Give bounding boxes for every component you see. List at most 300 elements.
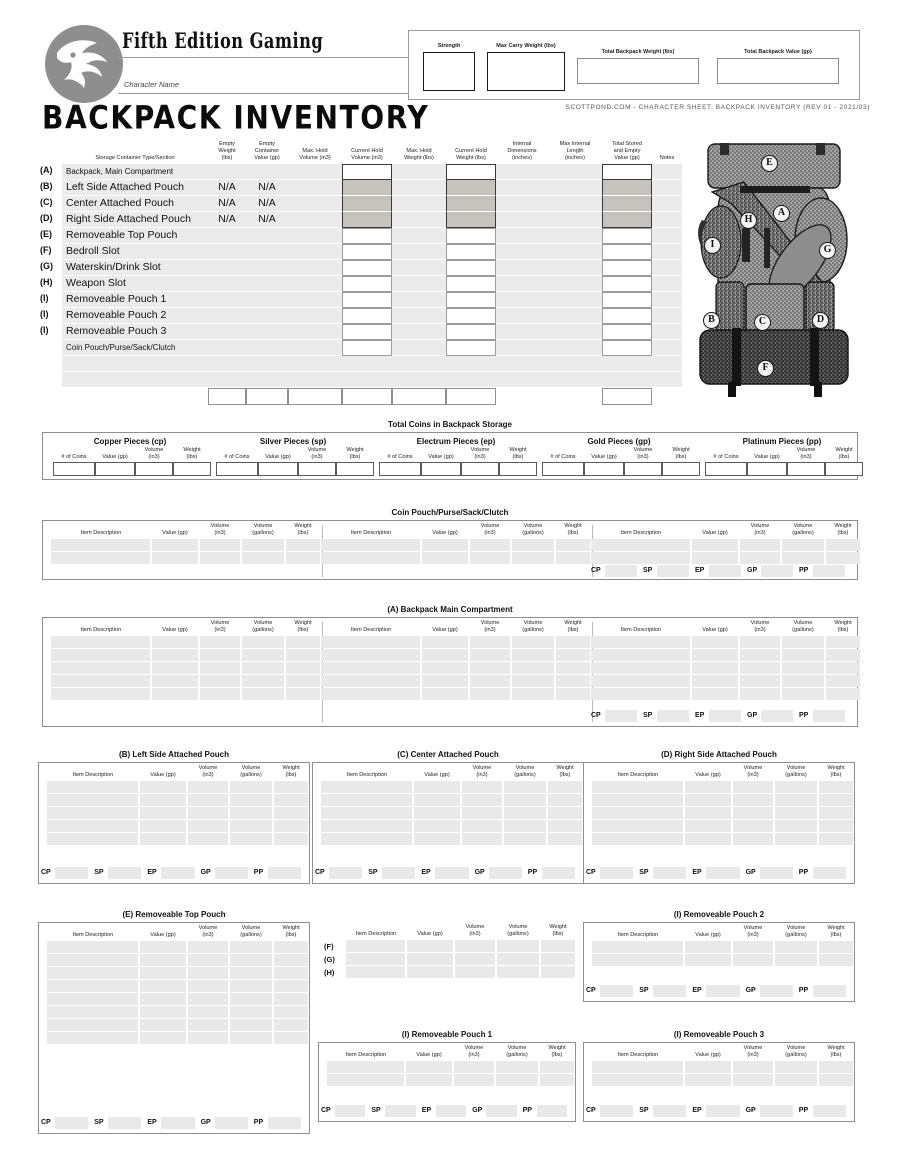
coin-row-input-sp[interactable]: [382, 867, 415, 879]
item-description-input[interactable]: [346, 940, 405, 952]
item-value-input[interactable]: [781, 552, 824, 564]
coin-row-input-ep[interactable]: [706, 985, 739, 997]
item-value-input[interactable]: [229, 820, 272, 832]
item-description-input[interactable]: [591, 649, 690, 661]
item-value-input[interactable]: [413, 794, 460, 806]
item-value-input[interactable]: [547, 820, 582, 832]
coin-input[interactable]: [624, 462, 662, 476]
item-value-input[interactable]: [818, 954, 853, 966]
storage-input-cell[interactable]: [342, 292, 392, 308]
item-description-input[interactable]: [346, 953, 405, 965]
storage-input-cell[interactable]: [342, 372, 392, 388]
storage-input-cell[interactable]: [342, 260, 392, 276]
item-value-input[interactable]: [818, 1074, 853, 1086]
coin-row-input-ep[interactable]: [435, 867, 468, 879]
item-value-input[interactable]: [825, 688, 860, 700]
item-value-input[interactable]: [739, 636, 780, 648]
item-value-input[interactable]: [273, 993, 308, 1005]
item-value-input[interactable]: [454, 966, 495, 978]
item-value-input[interactable]: [229, 833, 272, 845]
coin-row-input-cp[interactable]: [55, 1117, 88, 1129]
item-value-input[interactable]: [421, 688, 468, 700]
item-value-input[interactable]: [273, 1006, 308, 1018]
coin-input[interactable]: [379, 462, 421, 476]
item-value-input[interactable]: [511, 649, 554, 661]
item-value-input[interactable]: [461, 820, 502, 832]
item-description-input[interactable]: [47, 1006, 138, 1018]
item-description-input[interactable]: [321, 552, 420, 564]
item-value-input[interactable]: [187, 1032, 228, 1044]
item-value-input[interactable]: [139, 941, 186, 953]
item-description-input[interactable]: [327, 1061, 404, 1073]
item-value-input[interactable]: [241, 636, 284, 648]
item-value-input[interactable]: [421, 675, 468, 687]
item-value-input[interactable]: [229, 941, 272, 953]
item-value-input[interactable]: [555, 636, 590, 648]
coin-row-input-sp[interactable]: [657, 710, 689, 722]
coin-row-input-ep[interactable]: [709, 710, 741, 722]
item-value-input[interactable]: [469, 688, 510, 700]
item-value-input[interactable]: [199, 662, 240, 674]
item-value-input[interactable]: [469, 636, 510, 648]
item-value-input[interactable]: [241, 539, 284, 551]
coin-row-input-pp[interactable]: [542, 867, 575, 879]
coin-row-input-ep[interactable]: [436, 1105, 466, 1117]
storage-input-cell[interactable]: [446, 308, 496, 324]
item-value-input[interactable]: [774, 833, 817, 845]
storage-input-cell[interactable]: [446, 340, 496, 356]
item-description-input[interactable]: [591, 675, 690, 687]
item-value-input[interactable]: [774, 807, 817, 819]
storage-input-cell[interactable]: [446, 212, 496, 228]
item-value-input[interactable]: [187, 1006, 228, 1018]
storage-input-cell[interactable]: [342, 244, 392, 260]
coin-row-input-gp[interactable]: [486, 1105, 516, 1117]
item-value-input[interactable]: [781, 662, 824, 674]
coin-row-input-pp[interactable]: [268, 1117, 301, 1129]
item-value-input[interactable]: [503, 820, 546, 832]
item-value-input[interactable]: [511, 552, 554, 564]
item-value-input[interactable]: [461, 807, 502, 819]
item-value-input[interactable]: [229, 794, 272, 806]
item-description-input[interactable]: [321, 539, 420, 551]
storage-input-cell[interactable]: [446, 292, 496, 308]
item-value-input[interactable]: [774, 1074, 817, 1086]
item-value-input[interactable]: [732, 941, 773, 953]
item-description-input[interactable]: [321, 649, 420, 661]
item-description-input[interactable]: [321, 794, 412, 806]
coin-input[interactable]: [787, 462, 825, 476]
coin-row-input-cp[interactable]: [605, 565, 637, 577]
item-description-input[interactable]: [51, 649, 150, 661]
item-value-input[interactable]: [413, 781, 460, 793]
item-description-input[interactable]: [321, 781, 412, 793]
item-value-input[interactable]: [421, 649, 468, 661]
storage-input-cell[interactable]: [446, 260, 496, 276]
item-value-input[interactable]: [229, 1006, 272, 1018]
coin-row-input-pp[interactable]: [813, 867, 846, 879]
item-value-input[interactable]: [825, 662, 860, 674]
item-value-input[interactable]: [684, 833, 731, 845]
coin-row-input-cp[interactable]: [329, 867, 362, 879]
item-description-input[interactable]: [591, 636, 690, 648]
item-description-input[interactable]: [47, 833, 138, 845]
item-value-input[interactable]: [732, 1061, 773, 1073]
total-backpack-weight-input[interactable]: [577, 58, 699, 84]
coin-row-input-cp[interactable]: [600, 867, 633, 879]
item-value-input[interactable]: [241, 552, 284, 564]
storage-input-cell[interactable]: [446, 372, 496, 388]
item-value-input[interactable]: [187, 967, 228, 979]
item-value-input[interactable]: [273, 967, 308, 979]
coin-row-input-ep[interactable]: [709, 565, 741, 577]
coin-input[interactable]: [542, 462, 584, 476]
item-description-input[interactable]: [592, 1061, 683, 1073]
item-value-input[interactable]: [732, 833, 773, 845]
item-value-input[interactable]: [187, 820, 228, 832]
item-value-input[interactable]: [229, 993, 272, 1005]
item-value-input[interactable]: [818, 1061, 853, 1073]
coin-input[interactable]: [53, 462, 95, 476]
item-value-input[interactable]: [555, 675, 590, 687]
coin-input[interactable]: [662, 462, 700, 476]
item-value-input[interactable]: [139, 820, 186, 832]
item-value-input[interactable]: [469, 662, 510, 674]
item-value-input[interactable]: [229, 781, 272, 793]
storage-input-cell[interactable]: [602, 372, 652, 388]
item-value-input[interactable]: [151, 688, 198, 700]
item-value-input[interactable]: [503, 794, 546, 806]
storage-input-cell[interactable]: [446, 196, 496, 212]
item-description-input[interactable]: [592, 807, 683, 819]
item-value-input[interactable]: [453, 1061, 494, 1073]
item-value-input[interactable]: [781, 675, 824, 687]
storage-input-cell[interactable]: [602, 228, 652, 244]
item-value-input[interactable]: [151, 675, 198, 687]
storage-input-cell[interactable]: [602, 212, 652, 228]
item-value-input[interactable]: [139, 1019, 186, 1031]
item-value-input[interactable]: [187, 980, 228, 992]
item-value-input[interactable]: [781, 649, 824, 661]
item-description-input[interactable]: [321, 636, 420, 648]
storage-input-cell[interactable]: [602, 164, 652, 180]
item-value-input[interactable]: [187, 833, 228, 845]
item-value-input[interactable]: [774, 954, 817, 966]
item-description-input[interactable]: [47, 781, 138, 793]
item-description-input[interactable]: [592, 954, 683, 966]
item-value-input[interactable]: [139, 993, 186, 1005]
item-value-input[interactable]: [684, 1061, 731, 1073]
max-carry-weight-input[interactable]: [487, 52, 565, 91]
item-description-input[interactable]: [321, 820, 412, 832]
storage-total-input[interactable]: [392, 388, 446, 405]
item-description-input[interactable]: [47, 993, 138, 1005]
coin-input[interactable]: [499, 462, 537, 476]
item-value-input[interactable]: [691, 552, 738, 564]
storage-input-cell[interactable]: [342, 356, 392, 372]
item-value-input[interactable]: [273, 781, 308, 793]
coin-row-input-sp[interactable]: [653, 867, 686, 879]
item-description-input[interactable]: [47, 820, 138, 832]
coin-row-input-sp[interactable]: [108, 867, 141, 879]
item-value-input[interactable]: [229, 807, 272, 819]
item-value-input[interactable]: [684, 820, 731, 832]
coin-row-input-gp[interactable]: [215, 867, 248, 879]
item-description-input[interactable]: [47, 807, 138, 819]
item-description-input[interactable]: [47, 1032, 138, 1044]
item-value-input[interactable]: [273, 1019, 308, 1031]
item-value-input[interactable]: [511, 636, 554, 648]
item-value-input[interactable]: [273, 954, 308, 966]
total-backpack-value-input[interactable]: [717, 58, 839, 84]
storage-input-cell[interactable]: [602, 180, 652, 196]
coin-input[interactable]: [173, 462, 211, 476]
item-value-input[interactable]: [199, 552, 240, 564]
item-value-input[interactable]: [187, 941, 228, 953]
item-value-input[interactable]: [229, 1032, 272, 1044]
item-value-input[interactable]: [273, 1032, 308, 1044]
item-value-input[interactable]: [199, 688, 240, 700]
item-value-input[interactable]: [273, 941, 308, 953]
item-value-input[interactable]: [684, 1074, 731, 1086]
item-value-input[interactable]: [739, 552, 780, 564]
item-value-input[interactable]: [139, 781, 186, 793]
item-value-input[interactable]: [273, 820, 308, 832]
item-value-input[interactable]: [684, 954, 731, 966]
storage-input-cell[interactable]: [446, 276, 496, 292]
coin-input[interactable]: [298, 462, 336, 476]
item-value-input[interactable]: [229, 954, 272, 966]
item-value-input[interactable]: [421, 539, 468, 551]
item-value-input[interactable]: [540, 966, 575, 978]
item-description-input[interactable]: [51, 675, 150, 687]
coin-row-input-sp[interactable]: [653, 1105, 686, 1117]
item-value-input[interactable]: [413, 820, 460, 832]
coin-input[interactable]: [461, 462, 499, 476]
item-value-input[interactable]: [139, 1006, 186, 1018]
item-value-input[interactable]: [139, 794, 186, 806]
item-description-input[interactable]: [591, 552, 690, 564]
coin-row-input-gp[interactable]: [215, 1117, 248, 1129]
coin-row-input-pp[interactable]: [813, 985, 846, 997]
item-description-input[interactable]: [47, 954, 138, 966]
item-value-input[interactable]: [691, 649, 738, 661]
storage-input-cell[interactable]: [342, 340, 392, 356]
storage-total-input[interactable]: [288, 388, 342, 405]
item-value-input[interactable]: [273, 833, 308, 845]
item-value-input[interactable]: [825, 649, 860, 661]
item-value-input[interactable]: [540, 953, 575, 965]
item-value-input[interactable]: [739, 662, 780, 674]
item-value-input[interactable]: [285, 675, 320, 687]
item-value-input[interactable]: [285, 552, 320, 564]
storage-input-cell[interactable]: [342, 212, 392, 228]
storage-total-value-input[interactable]: [602, 388, 652, 405]
item-value-input[interactable]: [454, 953, 495, 965]
item-value-input[interactable]: [818, 833, 853, 845]
item-description-input[interactable]: [592, 941, 683, 953]
item-description-input[interactable]: [51, 552, 150, 564]
item-description-input[interactable]: [327, 1074, 404, 1086]
item-value-input[interactable]: [285, 539, 320, 551]
item-value-input[interactable]: [285, 649, 320, 661]
item-value-input[interactable]: [547, 807, 582, 819]
coin-input[interactable]: [705, 462, 747, 476]
coin-input[interactable]: [747, 462, 787, 476]
item-value-input[interactable]: [547, 833, 582, 845]
item-value-input[interactable]: [495, 1074, 538, 1086]
storage-input-cell[interactable]: [342, 164, 392, 180]
item-value-input[interactable]: [273, 794, 308, 806]
item-description-input[interactable]: [592, 820, 683, 832]
storage-input-cell[interactable]: [342, 308, 392, 324]
coin-row-input-pp[interactable]: [813, 1105, 846, 1117]
item-value-input[interactable]: [461, 781, 502, 793]
item-description-input[interactable]: [47, 980, 138, 992]
item-description-input[interactable]: [321, 688, 420, 700]
item-value-input[interactable]: [555, 662, 590, 674]
item-value-input[interactable]: [774, 781, 817, 793]
item-value-input[interactable]: [406, 966, 453, 978]
item-value-input[interactable]: [199, 636, 240, 648]
item-description-input[interactable]: [592, 1074, 683, 1086]
item-value-input[interactable]: [511, 539, 554, 551]
coin-input[interactable]: [825, 462, 863, 476]
item-value-input[interactable]: [691, 675, 738, 687]
item-value-input[interactable]: [273, 807, 308, 819]
storage-input-cell[interactable]: [342, 276, 392, 292]
item-value-input[interactable]: [241, 662, 284, 674]
coin-input[interactable]: [258, 462, 298, 476]
storage-input-cell[interactable]: [602, 292, 652, 308]
item-value-input[interactable]: [405, 1074, 452, 1086]
item-value-input[interactable]: [285, 636, 320, 648]
item-value-input[interactable]: [454, 940, 495, 952]
item-value-input[interactable]: [739, 688, 780, 700]
item-value-input[interactable]: [496, 966, 539, 978]
item-value-input[interactable]: [511, 675, 554, 687]
item-value-input[interactable]: [241, 649, 284, 661]
item-value-input[interactable]: [739, 539, 780, 551]
storage-input-cell[interactable]: [446, 244, 496, 260]
coin-row-input-pp[interactable]: [268, 867, 301, 879]
item-value-input[interactable]: [684, 794, 731, 806]
item-value-input[interactable]: [496, 953, 539, 965]
item-value-input[interactable]: [555, 539, 590, 551]
item-description-input[interactable]: [591, 688, 690, 700]
item-value-input[interactable]: [139, 807, 186, 819]
item-value-input[interactable]: [469, 675, 510, 687]
item-value-input[interactable]: [732, 820, 773, 832]
item-description-input[interactable]: [321, 662, 420, 674]
item-description-input[interactable]: [321, 675, 420, 687]
item-value-input[interactable]: [825, 636, 860, 648]
item-description-input[interactable]: [51, 539, 150, 551]
item-value-input[interactable]: [187, 794, 228, 806]
item-value-input[interactable]: [405, 1061, 452, 1073]
item-value-input[interactable]: [781, 636, 824, 648]
coin-input[interactable]: [95, 462, 135, 476]
coin-row-input-gp[interactable]: [760, 867, 793, 879]
strength-input[interactable]: [423, 52, 475, 91]
storage-input-cell[interactable]: [446, 180, 496, 196]
item-value-input[interactable]: [774, 941, 817, 953]
coin-row-input-ep[interactable]: [161, 1117, 194, 1129]
storage-input-cell[interactable]: [602, 276, 652, 292]
item-value-input[interactable]: [285, 688, 320, 700]
item-value-input[interactable]: [421, 636, 468, 648]
item-value-input[interactable]: [691, 636, 738, 648]
item-description-input[interactable]: [592, 794, 683, 806]
coin-row-input-gp[interactable]: [761, 565, 793, 577]
item-value-input[interactable]: [421, 662, 468, 674]
storage-input-cell[interactable]: [602, 196, 652, 212]
item-description-input[interactable]: [47, 941, 138, 953]
storage-input-cell[interactable]: [446, 164, 496, 180]
item-value-input[interactable]: [818, 820, 853, 832]
item-value-input[interactable]: [540, 940, 575, 952]
item-value-input[interactable]: [151, 539, 198, 551]
storage-total-input[interactable]: [446, 388, 496, 405]
item-value-input[interactable]: [187, 781, 228, 793]
item-value-input[interactable]: [151, 662, 198, 674]
coin-row-input-cp[interactable]: [600, 985, 633, 997]
item-value-input[interactable]: [825, 675, 860, 687]
item-description-input[interactable]: [592, 833, 683, 845]
item-value-input[interactable]: [511, 688, 554, 700]
item-value-input[interactable]: [187, 1019, 228, 1031]
item-value-input[interactable]: [503, 781, 546, 793]
item-value-input[interactable]: [187, 993, 228, 1005]
item-value-input[interactable]: [774, 794, 817, 806]
coin-row-input-sp[interactable]: [657, 565, 689, 577]
item-value-input[interactable]: [139, 980, 186, 992]
item-value-input[interactable]: [503, 833, 546, 845]
item-value-input[interactable]: [461, 794, 502, 806]
item-value-input[interactable]: [421, 552, 468, 564]
item-value-input[interactable]: [413, 833, 460, 845]
item-description-input[interactable]: [592, 781, 683, 793]
item-value-input[interactable]: [555, 649, 590, 661]
item-value-input[interactable]: [406, 953, 453, 965]
coin-row-input-ep[interactable]: [706, 1105, 739, 1117]
item-value-input[interactable]: [241, 688, 284, 700]
coin-row-input-pp[interactable]: [813, 710, 845, 722]
item-value-input[interactable]: [469, 539, 510, 551]
item-value-input[interactable]: [732, 1074, 773, 1086]
item-value-input[interactable]: [547, 781, 582, 793]
item-value-input[interactable]: [273, 980, 308, 992]
coin-row-input-ep[interactable]: [706, 867, 739, 879]
coin-row-input-cp[interactable]: [335, 1105, 365, 1117]
item-value-input[interactable]: [229, 1019, 272, 1031]
item-value-input[interactable]: [684, 807, 731, 819]
storage-total-input[interactable]: [208, 388, 246, 405]
item-value-input[interactable]: [495, 1061, 538, 1073]
item-value-input[interactable]: [774, 1061, 817, 1073]
coin-row-input-gp[interactable]: [489, 867, 522, 879]
item-value-input[interactable]: [825, 539, 860, 551]
item-value-input[interactable]: [139, 967, 186, 979]
storage-input-cell[interactable]: [342, 180, 392, 196]
coin-input[interactable]: [135, 462, 173, 476]
item-value-input[interactable]: [691, 539, 738, 551]
item-value-input[interactable]: [555, 688, 590, 700]
item-value-input[interactable]: [818, 794, 853, 806]
item-value-input[interactable]: [503, 807, 546, 819]
item-value-input[interactable]: [732, 794, 773, 806]
item-value-input[interactable]: [241, 675, 284, 687]
